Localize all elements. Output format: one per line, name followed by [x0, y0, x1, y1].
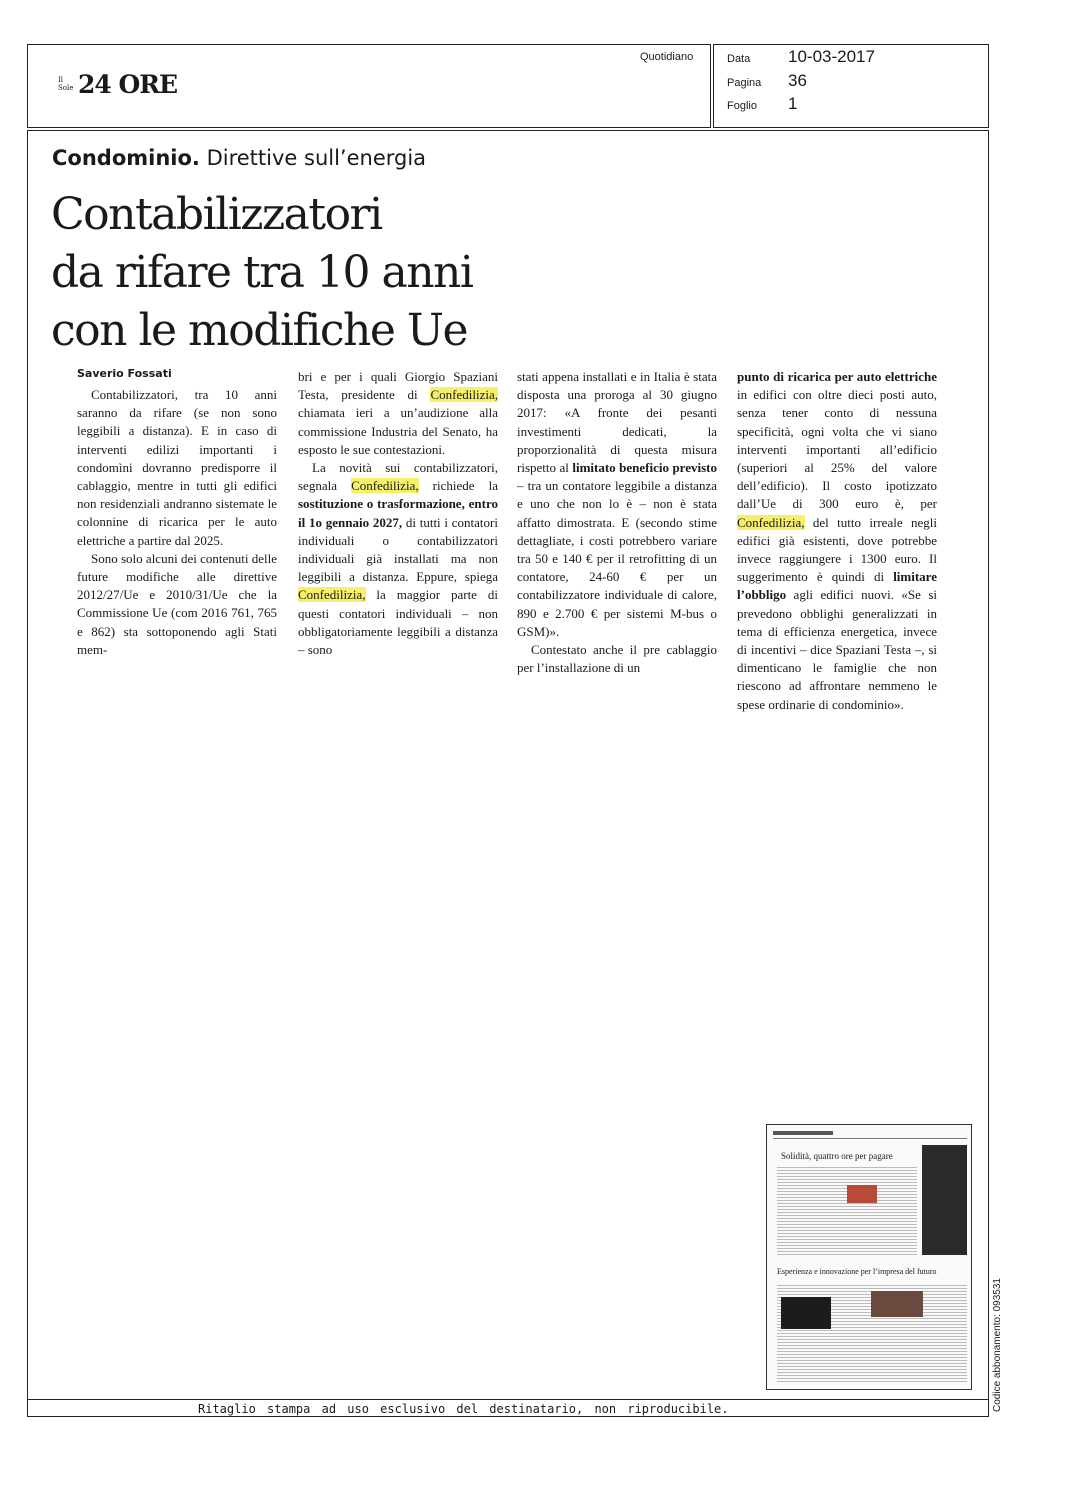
logo-small-text: Il Sole [58, 76, 74, 92]
col3-paragraph-1 [517, 368, 717, 641]
foglio-value: 1 [788, 94, 798, 113]
col4-p1-bold: punto di ricarica per auto elettriche [737, 369, 937, 384]
col2-p2-text-c: di tutti i contatori individuali o contabilizzatori individuali già installati ma non leggibili a distanza. Eppure, spiega [298, 514, 498, 585]
confedilizia-highlight: Confedilizia, [737, 514, 805, 530]
headline [51, 186, 472, 360]
headline-line-1: Contabilizzatori [51, 189, 382, 240]
col3-p1-text-a: stati appena installati e in Italia è stata disposta una proroga al 30 giugno 2017: «A fronte dei pesanti investimenti dedicati, la proporzionalità di questa misura rispetto al [517, 369, 717, 476]
thumb-headline-1: Solidità, quattro ore per pagare [781, 1151, 893, 1161]
col1-paragraph-1: Contabilizzatori, tra 10 anni saranno da rifare (se non sono leggibili a distanza). E in caso di interventi edilizi importanti i condomìni dovranno predisporre il cablaggio, mentre in tutti gli edifici non residenziali andranno sistemate le colonnine di ricarica per le auto elettriche a partire dal 2025. [77, 387, 277, 548]
col2-p2-bold: sostituzione o trasformazione, entro il 1o gennaio 2027, [298, 496, 498, 530]
col4-p1-text-b: del tutto irreale negli edifici già esistenti, dove potrebbe invece raggiungere i 1300 euro. Il suggerimento è quindi di [737, 514, 937, 585]
col2-p2-text-a: La novità sui contabilizzatori, segnala [298, 460, 498, 494]
column-4 [737, 368, 937, 714]
pagina-label: Pagina [727, 77, 762, 89]
headline-line-2: da rifare tra 10 anni [51, 247, 473, 298]
byline: Saverio Fossati [77, 367, 172, 380]
col3-paragraph-2: Contestato anche il pre cablaggio per l’installazione di un [517, 642, 717, 676]
thumb-text-block [777, 1165, 917, 1255]
col2-p1-text-b: chiamata ieri a un’audizione alla commissione Industria del Senato, ha esposto le sue contestazioni. [298, 405, 498, 457]
publication-type: Quotidiano [640, 51, 694, 63]
subscription-code: Codice abbonamento: 093531 [992, 1278, 1003, 1412]
confedilizia-highlight: Confedilizia, [298, 587, 366, 603]
logo-big-text: 24 ORE [78, 70, 178, 99]
thumb-photo-2 [871, 1291, 923, 1317]
thumb-dark-box [922, 1145, 967, 1255]
data-value: 10-03-2017 [788, 47, 875, 66]
col4-p1-text-c: agli edifici nuovi. «Se si prevedono obblighi generalizzati in tema di efficienza energetica, invece di incentivi – dice Spaziani Testa –, si dimenticano le famiglie che non riescono ad affrontare nemmeno le spese ordinarie di condominio». [737, 587, 937, 712]
thumb-headline-2: Esperienza e innovazione per l’impresa del futuro [777, 1267, 937, 1276]
col4-p1-bold-2: limitare l’obbligo [737, 569, 937, 603]
col2-p2-text-b: richiede la [418, 478, 499, 494]
footer-notice: Ritaglio stampa ad uso esclusivo del destinatario, non riproducibile. [198, 1402, 729, 1416]
col2-paragraph-1 [298, 368, 498, 459]
thumb-red-image [847, 1185, 877, 1203]
col4-p1-text-a: in edifici con oltre dieci posti auto, senza tener conto di nessuna specificità, ogni volta che vi siano interventi importanti all’edificio (superiori al 25% del valore dell’edificio). Il costo ipotizzato dall’Ue di 300 euro è, per [737, 387, 937, 512]
confedilizia-highlight: Confedilizia, [351, 478, 419, 494]
column-1 [77, 386, 277, 659]
thumb-rule [773, 1138, 967, 1139]
kicker-rest: Direttive sull’energia [206, 146, 427, 170]
column-2 [298, 368, 498, 659]
col2-paragraph-2 [298, 459, 498, 659]
col3-p1-bold: limitato beneficio previsto [572, 460, 717, 476]
col2-p2-text-d: la maggior parte di questi contatori individuali – non obbligatoriamente leggibili a distanza – sono [298, 587, 498, 658]
data-label: Data [727, 53, 751, 65]
headline-line-3: con le modifiche Ue [51, 305, 467, 356]
col4-paragraph-1 [737, 368, 937, 714]
thumb-masthead [773, 1131, 833, 1135]
col3-p1-text-b: – tra un contatore leggibile a distanza e uno che non lo è – non è stata affatto dimostrata. E (secondo stime dettagliate, i costi potrebbero variare tra 50 e 140 € per il retrofitting di un contatore, 24-60 € per un contabilizzatore individuale di calore, 890 e 2.700 € per sistemi M-bus o GSM)». [517, 478, 717, 639]
col2-p1-text-a: bri e per i quali Giorgio Spaziani Testa, presidente di [298, 369, 498, 403]
page-thumbnail [766, 1124, 972, 1390]
kicker-bold: Condominio. [52, 146, 200, 170]
kicker [52, 146, 426, 170]
pagina-value: 36 [788, 71, 807, 90]
col1-paragraph-2: Sono solo alcuni dei contenuti delle future modifiche alle direttive 2012/27/Ue e 2010/31/Ue che la Commissione Ue (com 2016 761, 765 e 862) sta sottoponendo agli Stati mem- [77, 550, 277, 657]
confedilizia-highlight: Confedilizia, [430, 387, 498, 403]
thumb-photo-1 [781, 1297, 831, 1329]
column-3 [517, 368, 717, 677]
foglio-label: Foglio [727, 100, 757, 112]
